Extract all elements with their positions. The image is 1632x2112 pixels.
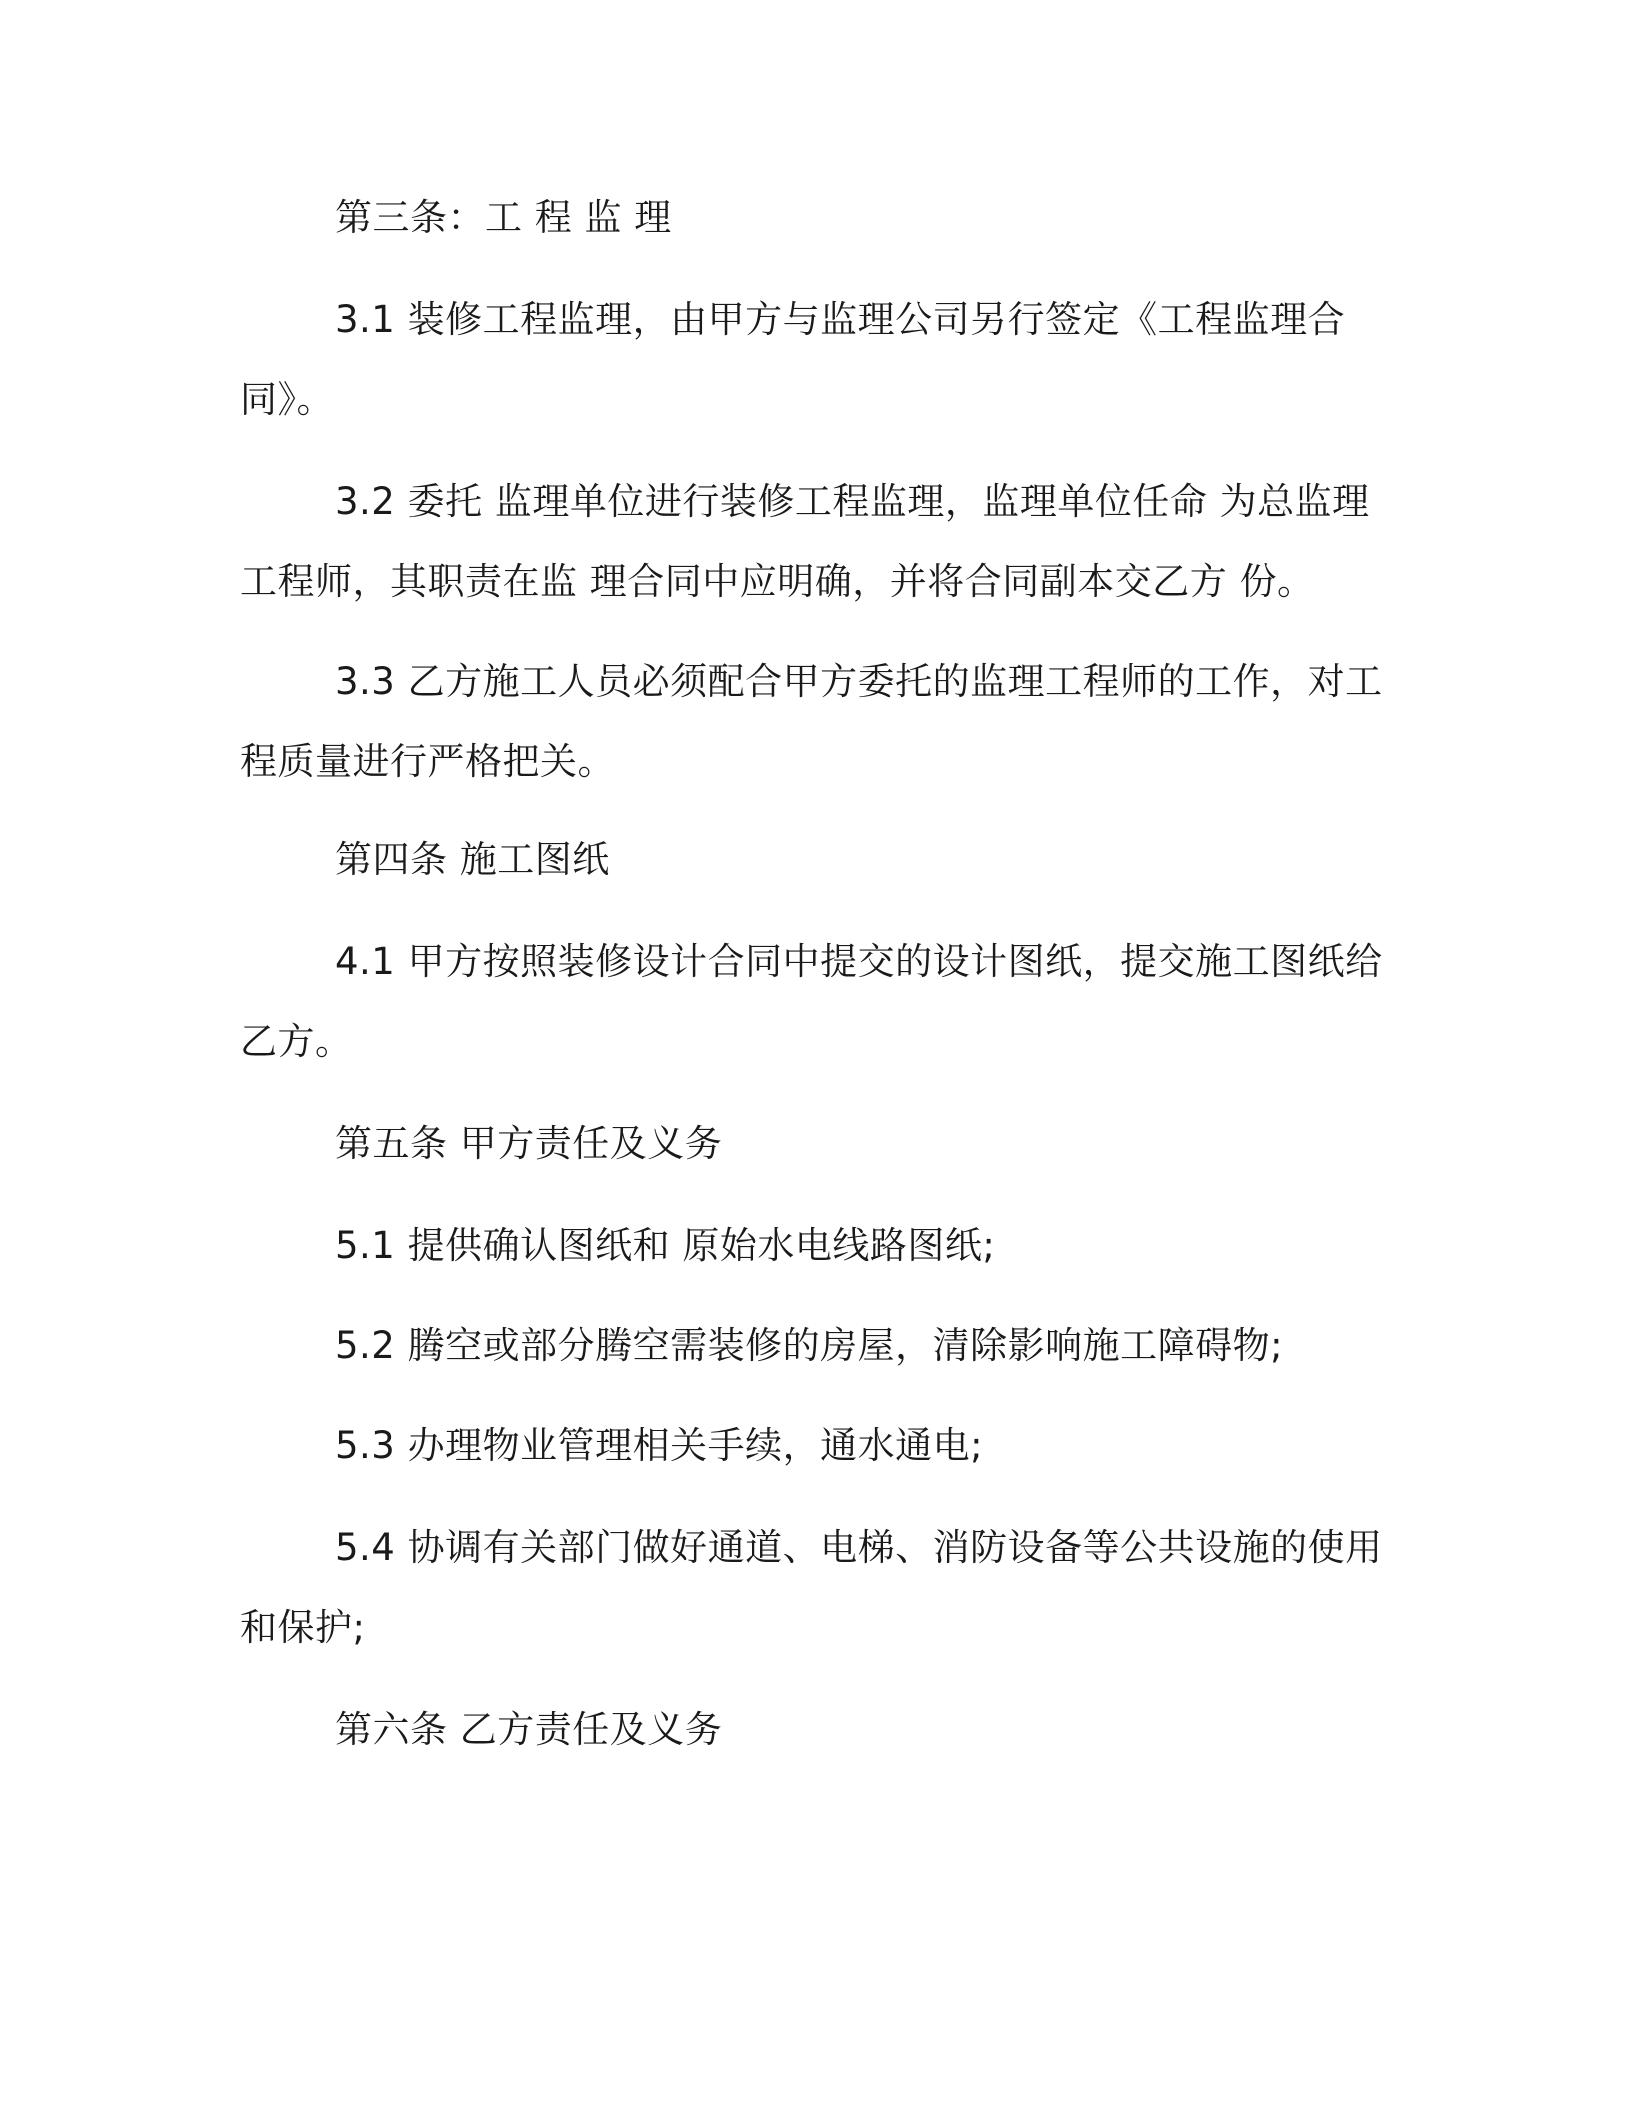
article-4-heading: 第四条 施工图纸 [335,838,610,881]
clause-5-2: 5.2 腾空或部分腾空需装修的房屋，清除影响施工障碍物; [335,1324,1284,1367]
clause-5-3: 5.3 办理物业管理相关手续，通水通电; [335,1424,984,1467]
clause-3-1: 3.1 装修工程监理，由甲方与监理公司另行签定《工程监理合同》。 [240,298,1346,421]
article-5-heading: 第五条 甲方责任及义务 [335,1122,723,1165]
clause-5-1: 5.1 提供确认图纸和 原始水电线路图纸; [335,1224,996,1267]
clause-3-2: 3.2 委托 监理单位进行装修工程监理，监理单位任命 为总监理工程师，其职责在监 理合同中应明确，并将合同副本交乙方 份。 [240,480,1370,603]
clause-5-4: 5.4 协调有关部门做好通道、电梯、消防设备等公共设施的使用和保护; [240,1526,1383,1649]
article-6-heading: 第六条 乙方责任及义务 [335,1708,723,1751]
clause-3-3: 3.3 乙方施工人员必须配合甲方委托的监理工程师的工作，对工程质量进行严格把关。 [240,660,1383,783]
clause-4-1: 4.1 甲方按照装修设计合同中提交的设计图纸，提交施工图纸给乙方。 [240,940,1383,1063]
article-3-heading: 第三条：工 程 监 理 [335,196,672,239]
